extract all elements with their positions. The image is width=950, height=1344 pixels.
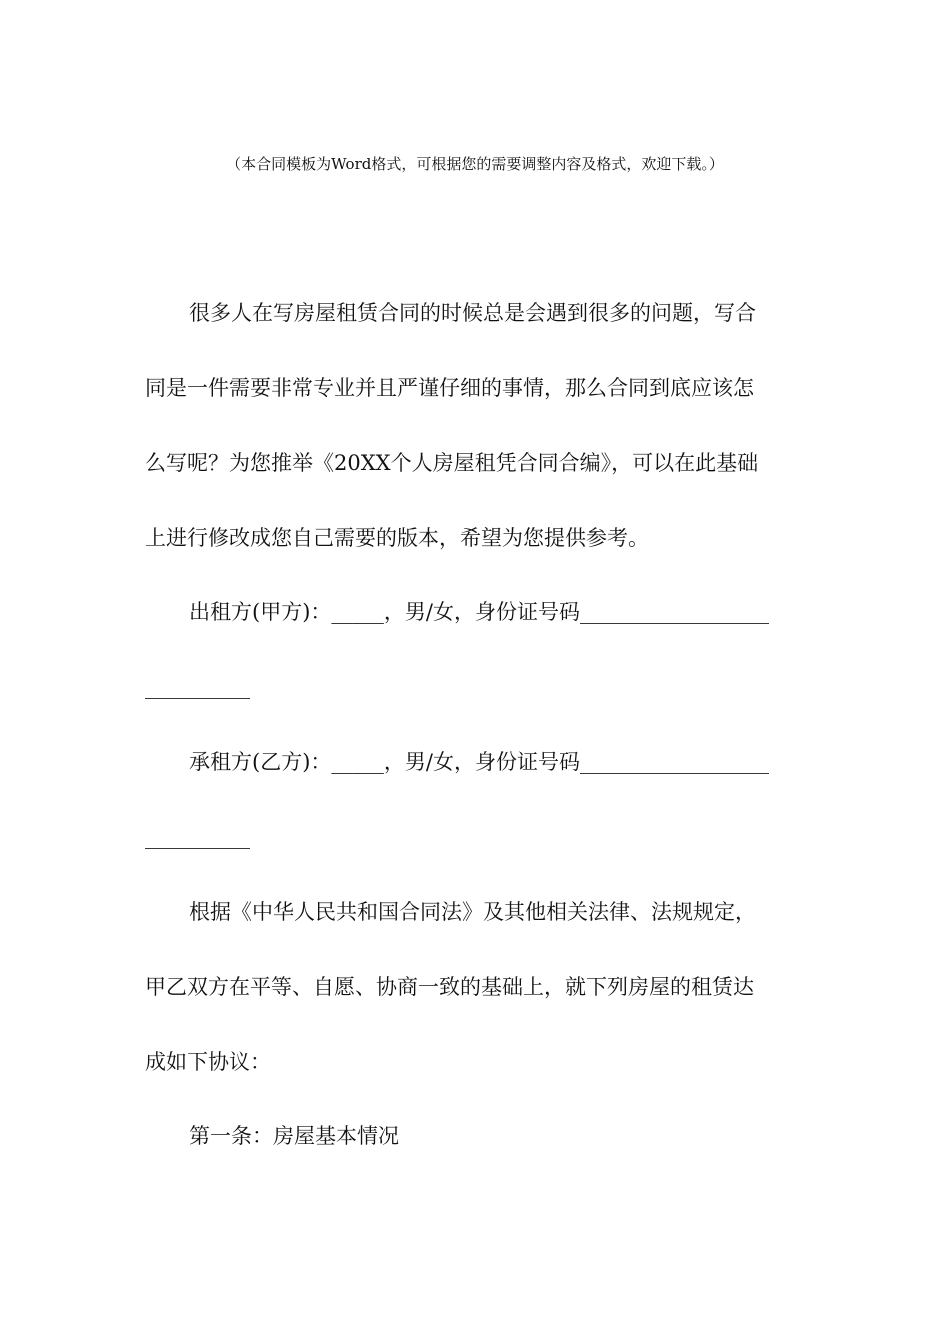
basis-line: 根据《中华人民共和国合同法》及其他相关法律、法规规定，	[189, 900, 756, 924]
intro-line: 么写呢？为您推举《20XX个人房屋租凭合同合编》，可以在此基础	[145, 451, 759, 475]
intro-paragraph	[145, 276, 805, 576]
party-a-line	[145, 575, 805, 725]
basis-line: 成如下协议：	[145, 1050, 271, 1074]
party-b-text: 承租方(乙方)：_____，男/女，身份证号码__________________	[189, 750, 769, 774]
intro-line: 同是一件需要非常专业并且严谨仔细的事情，那么合同到底应该怎	[145, 376, 754, 400]
article-heading	[145, 1099, 805, 1174]
intro-line: 上进行修改成您自己需要的版本，希望为您提供参考。	[145, 526, 649, 550]
party-a-text: 出租方(甲方)：_____，男/女，身份证号码__________________	[189, 600, 769, 624]
intro-line: 很多人在写房屋租赁合同的时候总是会遇到很多的问题，写合	[189, 301, 756, 325]
article-1-title: 第一条：房屋基本情况	[189, 1124, 399, 1148]
party-a-id-continuation: __________	[145, 675, 250, 699]
party-b-id-continuation: __________	[145, 825, 250, 849]
basis-line: 甲乙双方在平等、自愿、协商一致的基础上，就下列房屋的租赁达	[145, 975, 754, 999]
basis-paragraph	[145, 875, 805, 1100]
template-note: （本合同模板为Word格式，可根据您的需要调整内容及格式，欢迎下载。）	[226, 155, 724, 173]
party-b-line	[145, 725, 805, 875]
